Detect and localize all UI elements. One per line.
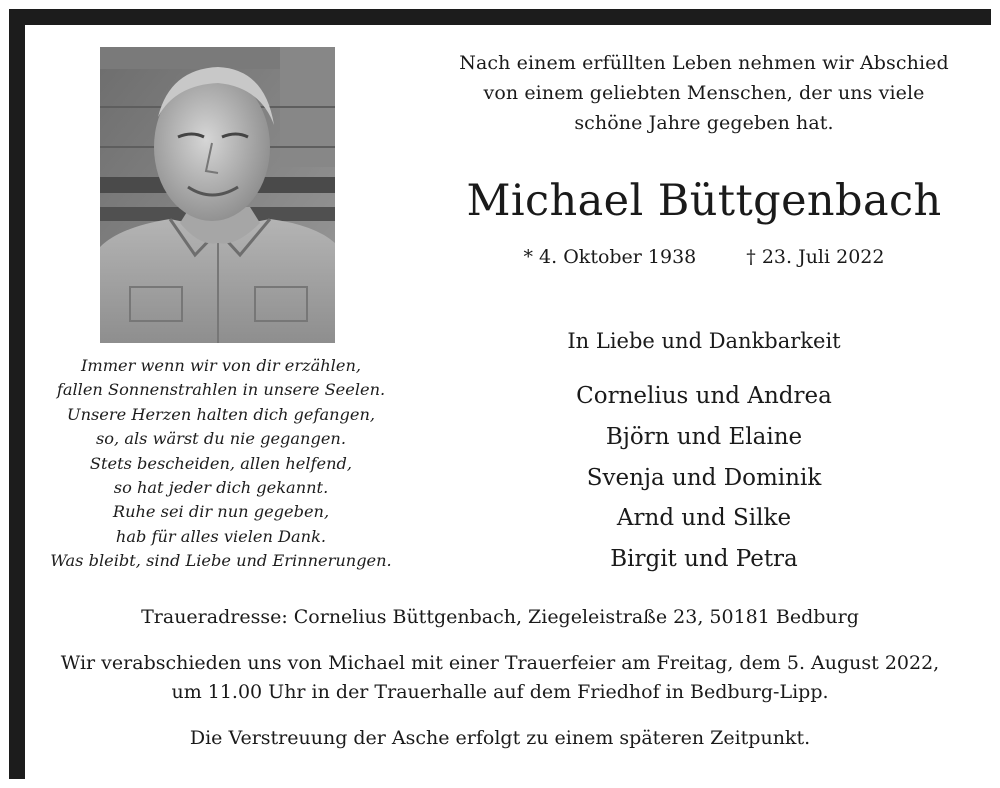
intro-line: von einem geliebten Menschen, der uns viele bbox=[483, 82, 925, 104]
poem-line: Ruhe sei dir nun gegeben, bbox=[112, 502, 330, 522]
family-list bbox=[430, 376, 978, 580]
dedication: In Liebe und Dankbarkeit bbox=[567, 329, 841, 353]
poem-line: hab für alles vielen Dank. bbox=[115, 526, 327, 546]
ceremony-line: um 11.00 Uhr in der Trauerhalle auf dem Friedhof in Bedburg-Lipp. bbox=[171, 681, 829, 703]
deceased-name: Michael Büttgenbach bbox=[466, 176, 942, 226]
death-date: † 23. Juli 2022 bbox=[746, 246, 885, 268]
birth-date: * 4. Oktober 1938 bbox=[523, 246, 697, 268]
closing-note: Die Verstreuung der Asche erfolgt zu einem späteren Zeitpunkt. bbox=[189, 727, 811, 749]
poem-line: Unsere Herzen halten dich gefangen, bbox=[66, 404, 376, 424]
family-member: Arnd und Silke bbox=[616, 505, 792, 532]
intro-text bbox=[430, 48, 978, 138]
family-member: Cornelius und Andrea bbox=[576, 383, 832, 409]
poem-line: so, als wärst du nie gegangen. bbox=[96, 429, 346, 449]
poem-line: fallen Sonnenstrahlen in unsere Seelen. bbox=[56, 380, 386, 400]
mourning-address: Traueradresse: Cornelius Büttgenbach, Ziegeleistraße 23, 50181 Bedburg bbox=[141, 606, 859, 628]
intro-line: Nach einem erfüllten Leben nehmen wir Abschied bbox=[459, 52, 949, 74]
ceremony-line: Wir verabschieden uns von Michael mit einer Trauerfeier am Freitag, dem 5. August 2022, bbox=[60, 652, 940, 674]
poem-line: Immer wenn wir von dir erzählen, bbox=[80, 356, 362, 375]
portrait-photo-icon bbox=[100, 47, 335, 343]
family-member: Svenja und Dominik bbox=[586, 464, 822, 491]
poem-line: so hat jeder dich gekannt. bbox=[113, 478, 329, 498]
poem bbox=[26, 354, 416, 574]
family-member: Björn und Elaine bbox=[605, 423, 803, 450]
family-member: Birgit und Petra bbox=[610, 546, 798, 573]
funeral-details bbox=[20, 603, 980, 753]
poem-line: Was bleibt, sind Liebe und Erinnerungen. bbox=[50, 551, 392, 571]
life-dates bbox=[430, 242, 978, 272]
intro-line: schöne Jahre gegeben hat. bbox=[574, 112, 834, 134]
poem-line: Stets bescheiden, allen helfend, bbox=[89, 453, 353, 473]
